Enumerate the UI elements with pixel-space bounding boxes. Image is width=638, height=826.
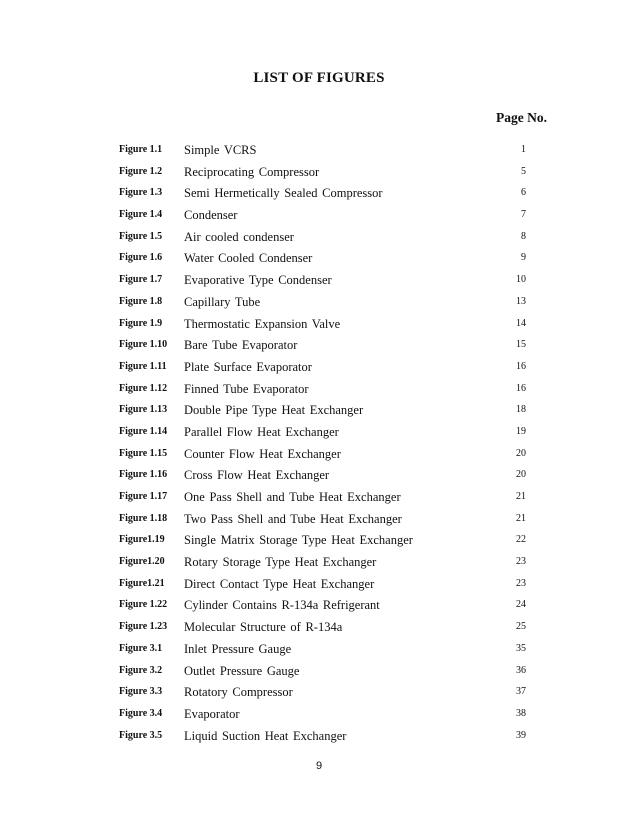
figure-number: Figure 1.2 — [119, 165, 163, 177]
list-item — [0, 162, 638, 184]
figure-page-number: 39 — [516, 729, 526, 741]
figure-title: Air cooled condenser — [184, 229, 294, 244]
list-item — [0, 465, 638, 487]
figure-page-number: 16 — [516, 360, 526, 372]
list-item — [0, 530, 638, 552]
figure-number: Figure 1.13 — [119, 404, 168, 416]
list-item — [0, 292, 638, 314]
figure-page-number: 23 — [516, 577, 526, 589]
figure-page-number: 24 — [516, 599, 526, 611]
figure-number: Figure1.19 — [119, 534, 165, 546]
figure-title: Inlet Pressure Gauge — [184, 641, 292, 656]
figure-number: Figure 1.22 — [119, 599, 168, 611]
list-item — [0, 509, 638, 531]
figure-page-number: 10 — [516, 274, 526, 286]
list-item — [0, 335, 638, 357]
figure-title: Plate Surface Evaporator — [184, 359, 312, 374]
list-item — [0, 400, 638, 422]
figure-title: Reciprocating Compressor — [184, 164, 320, 179]
figure-title: Direct Contact Type Heat Exchanger — [184, 576, 375, 591]
list-item — [0, 227, 638, 249]
figure-page-number: 1 — [521, 144, 526, 155]
figure-page-number: 35 — [516, 642, 526, 654]
figure-page-number: 22 — [516, 534, 526, 546]
figure-number: Figure 1.1 — [119, 144, 163, 155]
figure-number: Figure1.20 — [119, 556, 165, 568]
figure-page-number: 20 — [516, 447, 526, 459]
figure-page-number: 37 — [516, 686, 526, 698]
figure-number: Figure 1.23 — [119, 621, 168, 633]
figure-title: Cylinder Contains R-134a Refrigerant — [184, 598, 380, 613]
figure-title: Water Cooled Condenser — [184, 251, 313, 266]
figure-number: Figure 1.18 — [119, 512, 168, 524]
figure-title: Evaporator — [184, 706, 240, 721]
list-item — [0, 248, 638, 270]
list-item — [0, 140, 638, 162]
figure-number: Figure 1.5 — [119, 230, 163, 242]
figure-number: Figure 3.1 — [119, 642, 163, 654]
figure-number: Figure 1.9 — [119, 317, 163, 329]
figure-number: Figure 3.3 — [119, 686, 163, 698]
figure-title: Thermostatic Expansion Valve — [184, 316, 341, 331]
list-item — [0, 661, 638, 683]
figure-number: Figure 3.5 — [119, 729, 163, 741]
figure-page-number: 18 — [516, 404, 526, 416]
figure-title: Evaporative Type Condenser — [184, 273, 332, 288]
figure-number: Figure 1.12 — [119, 382, 168, 394]
figure-number: Figure 1.11 — [119, 360, 167, 372]
figure-page-number: 9 — [521, 252, 526, 264]
figure-title: Condenser — [184, 208, 238, 223]
figure-number: Figure 1.3 — [119, 187, 163, 199]
list-item — [0, 422, 638, 444]
page-title: LIST OF FIGURES — [253, 70, 385, 86]
figure-number: Figure 3.4 — [119, 707, 163, 719]
figure-number: Figure 1.17 — [119, 491, 168, 502]
figure-number: Figure 1.4 — [119, 209, 163, 221]
list-item — [0, 270, 638, 292]
page-no-column-header: Page No. — [496, 110, 547, 125]
figure-page-number: 19 — [516, 425, 526, 437]
figure-page-number: 38 — [516, 707, 526, 719]
figure-title: Cross Flow Heat Exchanger — [184, 468, 330, 483]
figure-title: Rotatory Compressor — [184, 685, 293, 700]
figure-title: Bare Tube Evaporator — [184, 338, 298, 353]
figure-number: Figure 3.2 — [119, 664, 163, 676]
figure-title: Simple VCRS — [184, 143, 257, 157]
list-item — [0, 205, 638, 227]
figure-list — [0, 140, 638, 747]
figure-title: Liquid Suction Heat Exchanger — [184, 728, 347, 743]
figure-page-number: 36 — [516, 664, 526, 676]
figure-title: Molecular Structure of R-134a — [184, 620, 343, 635]
list-item — [0, 704, 638, 726]
figure-page-number: 13 — [516, 295, 526, 307]
figure-title: Rotary Storage Type Heat Exchanger — [184, 555, 377, 570]
figure-title: Capillary Tube — [184, 294, 261, 309]
list-item — [0, 726, 638, 748]
figure-title: Single Matrix Storage Type Heat Exchanger — [184, 533, 413, 548]
figure-number: Figure 1.6 — [119, 252, 163, 264]
figure-page-number: 21 — [516, 512, 526, 524]
figure-page-number: 16 — [516, 382, 526, 394]
list-item — [0, 314, 638, 336]
figure-page-number: 8 — [521, 230, 526, 242]
figure-page-number: 14 — [516, 317, 526, 329]
figure-title: Semi Hermetically Sealed Compressor — [184, 186, 383, 201]
figure-number: Figure1.21 — [119, 577, 165, 589]
figure-page-number: 23 — [516, 556, 526, 568]
list-item — [0, 183, 638, 205]
list-item — [0, 487, 638, 509]
list-item — [0, 379, 638, 401]
figure-title: Double Pipe Type Heat Exchanger — [184, 403, 364, 418]
list-item — [0, 444, 638, 466]
figure-number: Figure 1.14 — [119, 425, 168, 437]
figure-page-number: 5 — [521, 165, 526, 177]
figure-number: Figure 1.8 — [119, 295, 163, 307]
list-item — [0, 639, 638, 661]
figure-title: Counter Flow Heat Exchanger — [184, 446, 341, 461]
figure-title: Finned Tube Evaporator — [184, 381, 309, 396]
list-item — [0, 357, 638, 379]
figure-number: Figure 1.16 — [119, 469, 168, 481]
list-item — [0, 574, 638, 596]
figure-number: Figure 1.15 — [119, 447, 168, 459]
figure-page-number: 20 — [516, 469, 526, 481]
figure-title: One Pass Shell and Tube Heat Exchanger — [184, 490, 401, 504]
figure-title: Parallel Flow Heat Exchanger — [184, 424, 339, 439]
figure-number: Figure 1.10 — [119, 339, 168, 351]
list-item — [0, 617, 638, 639]
figure-page-number: 25 — [516, 621, 526, 633]
list-item — [0, 552, 638, 574]
figure-title: Outlet Pressure Gauge — [184, 663, 300, 678]
figure-page-number: 15 — [516, 339, 526, 351]
figure-page-number: 21 — [516, 491, 526, 502]
footer-page-number: 9 — [315, 760, 323, 772]
figure-number: Figure 1.7 — [119, 274, 163, 286]
list-item — [0, 682, 638, 704]
figure-page-number: 7 — [521, 209, 526, 221]
list-item — [0, 595, 638, 617]
figure-page-number: 6 — [521, 187, 526, 199]
figure-title: Two Pass Shell and Tube Heat Exchanger — [184, 511, 402, 526]
